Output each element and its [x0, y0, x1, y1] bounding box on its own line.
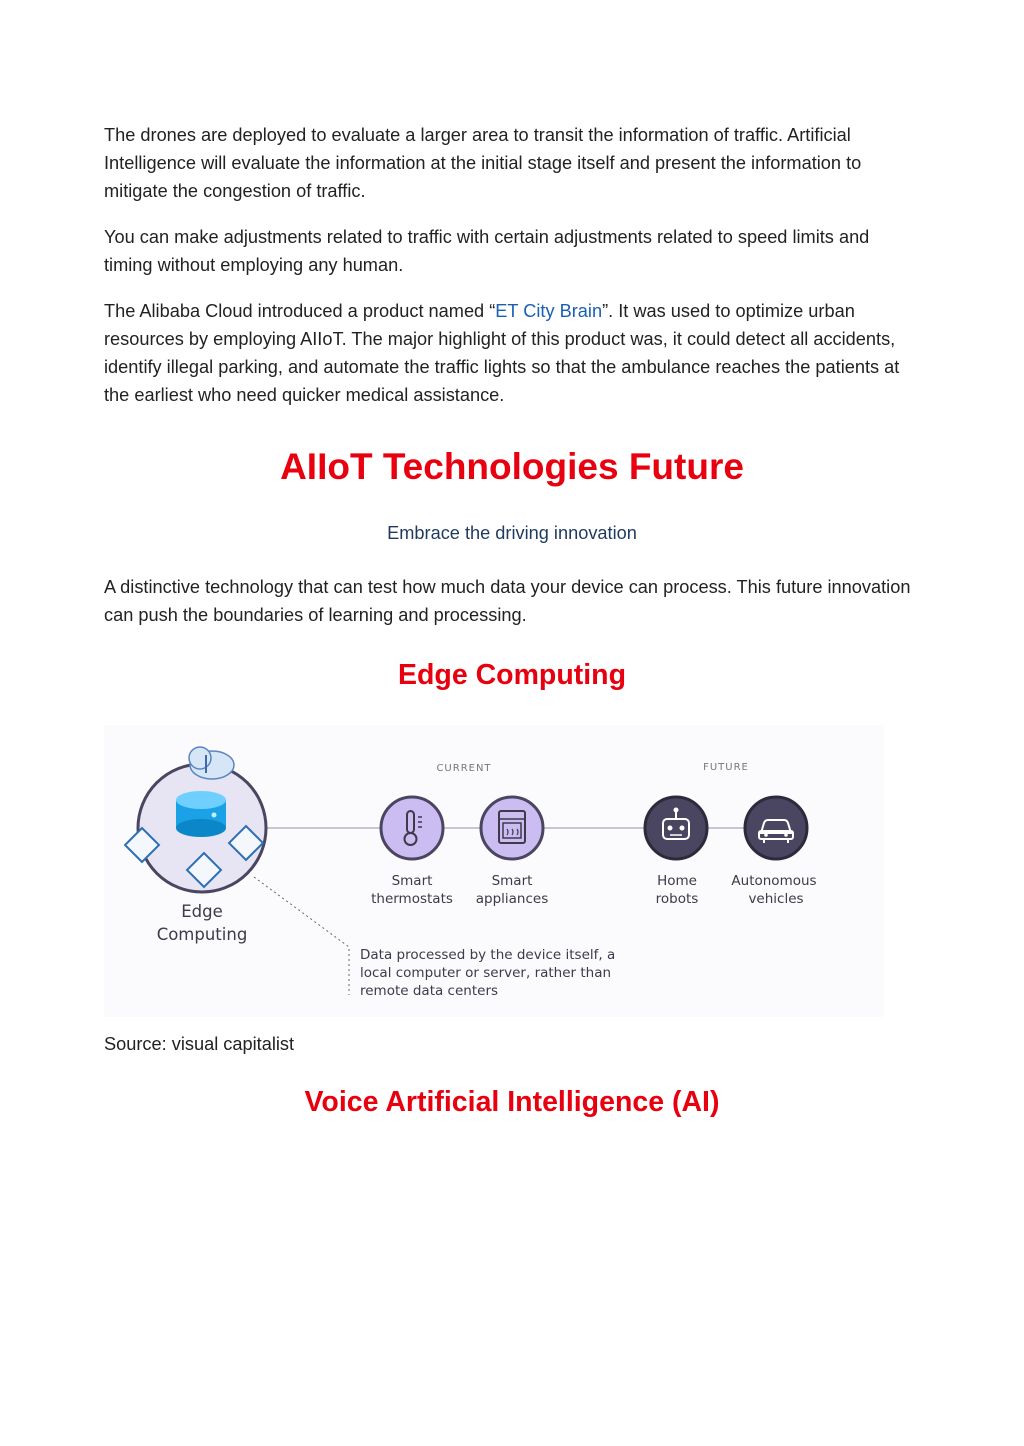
item-label-line2-0: thermostats	[371, 891, 453, 907]
section-intro: A distinctive technology that can test how much data your device can process. This future innovation can push the boundaries of learning and processing.	[104, 577, 911, 625]
server-icon	[176, 791, 226, 837]
paragraph-alibaba-start: The Alibaba Cloud introduced a product named “	[104, 301, 496, 321]
hub-label-line2: Computing	[156, 925, 248, 944]
item-label-line1-2: Home	[657, 873, 697, 889]
note-line3: remote data centers	[360, 983, 499, 999]
edge-computing-figure	[104, 725, 884, 1017]
edge-computing-diagram	[104, 725, 884, 1017]
voice-ai-heading: Voice Artificial Intelligence (AI)	[304, 1086, 720, 1118]
paragraph-alibaba	[104, 297, 920, 409]
paragraph-drones: The drones are deployed to evaluate a larger area to transit the information of traffic. Artificial Intelligence will evaluate the information at the initial stage itself and present the information to mitigate the congestion of traffic.	[104, 125, 862, 201]
item-label-line2-3: vehicles	[748, 891, 804, 907]
thermostat-node	[381, 797, 443, 859]
appliance-node	[481, 797, 543, 859]
robot-node	[645, 797, 707, 859]
document-page	[104, 121, 920, 695]
section-subtitle: Embrace the driving innovation	[387, 523, 637, 543]
paragraph-adjustments: You can make adjustments related to traffic with certain adjustments related to speed limits and timing without employing any human.	[104, 227, 870, 275]
edge-computing-heading: Edge Computing	[398, 659, 626, 691]
section-title: AIIoT Technologies Future	[280, 446, 744, 487]
item-label-line2-2: robots	[655, 891, 699, 907]
item-label-line1-0: Smart	[391, 873, 433, 889]
paragraph-alibaba-end: ”. It was used to optimize urban resources by employing AIIoT. The major highlight of this product was, it could detect all accidents, identify illegal parking, and automate the traffic lights so that the ambulance reaches the patients at the earliest who need quicker medical assistance.	[104, 301, 900, 405]
future-label: FUTURE	[703, 762, 749, 773]
hub-label-line1: Edge	[181, 902, 223, 921]
item-label-line1-3: Autonomous	[731, 873, 817, 889]
et-city-brain-link[interactable]: ET City Brain	[495, 301, 603, 321]
image-source: Source: visual capitalist	[104, 1034, 295, 1054]
item-label-line2-1: appliances	[475, 891, 549, 907]
note-line1: Data processed by the device itself, a	[360, 947, 616, 963]
current-label: CURRENT	[436, 763, 492, 774]
item-label-line1-1: Smart	[491, 873, 533, 889]
note-line2: local computer or server, rather than	[360, 965, 612, 981]
vehicle-node	[745, 797, 807, 859]
